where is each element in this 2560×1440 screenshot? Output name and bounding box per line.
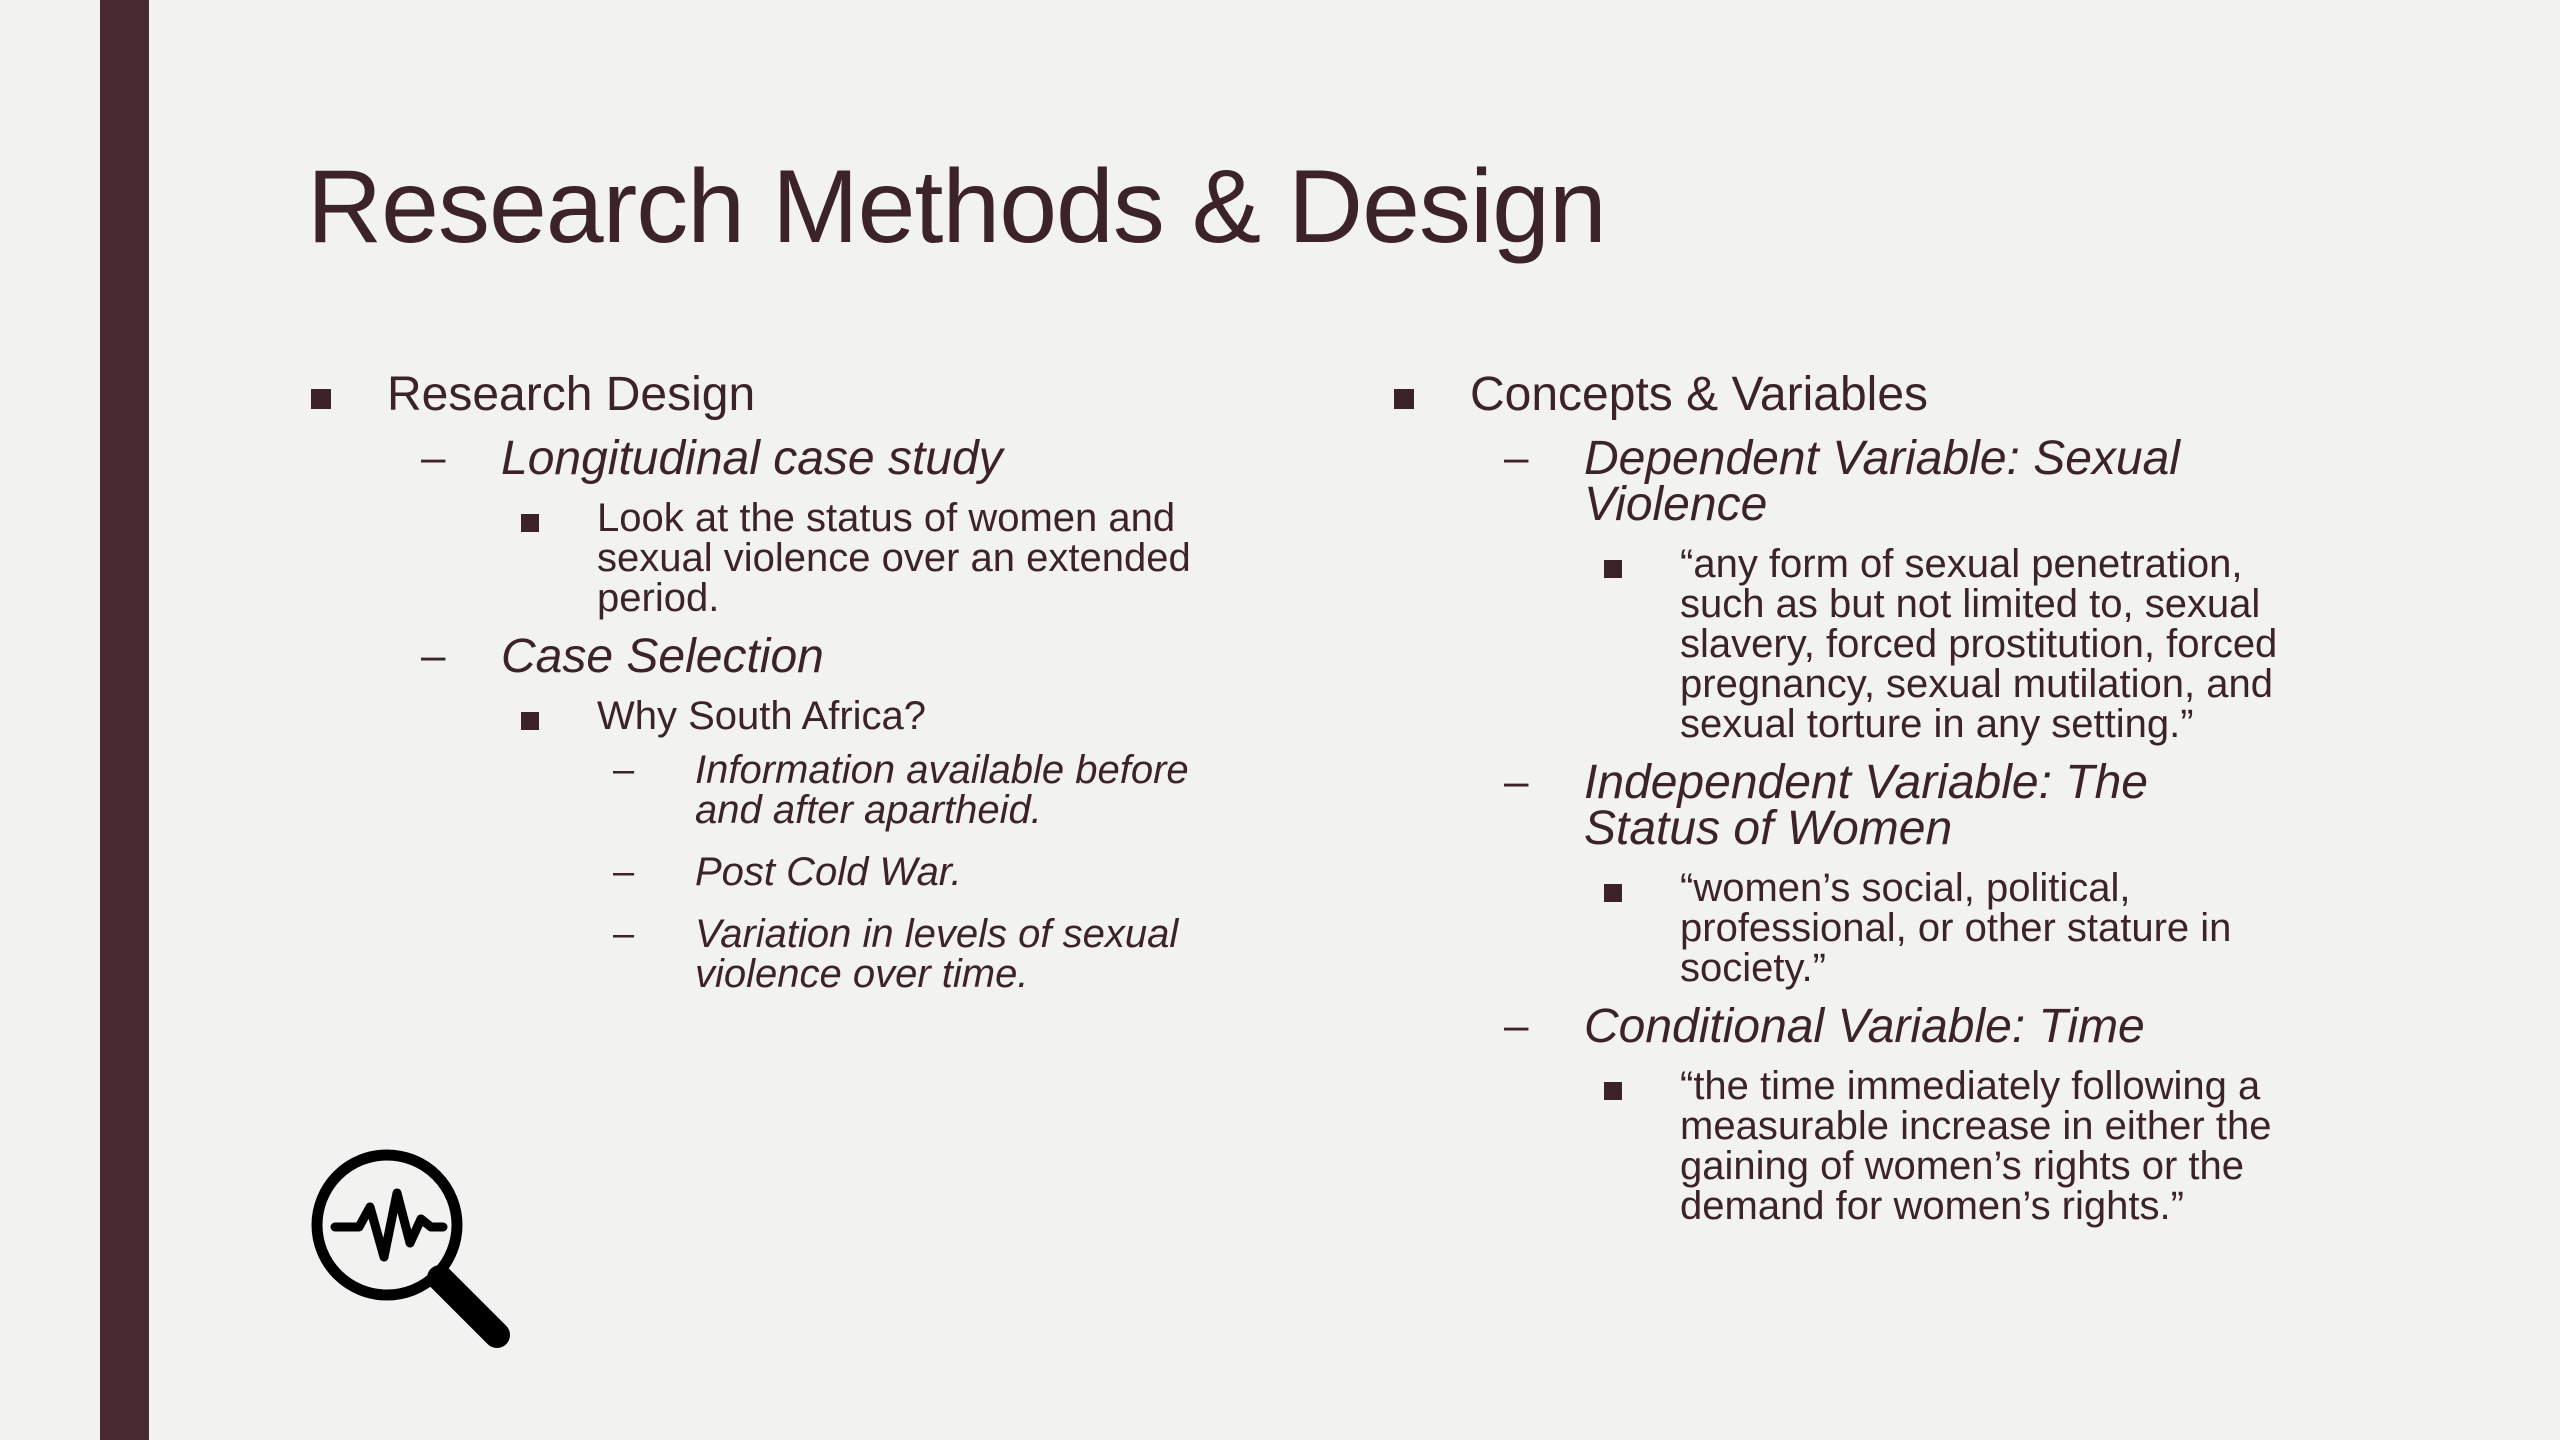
- list-item-longitudinal-detail: [517, 492, 1207, 628]
- list-item-conditional-variable: [1504, 998, 2290, 1058]
- dash-bullet-icon: –: [1504, 757, 1529, 806]
- dash-bullet-icon: –: [1504, 1001, 1529, 1050]
- list-item-reason-1: [613, 746, 1207, 848]
- conditional-variable-label: Conditional Variable: Time: [1584, 1000, 2145, 1053]
- list-item-independent-variable: [1504, 754, 2290, 860]
- list-item-dependent-definition: [1600, 538, 2290, 754]
- list-item-reason-2: [613, 848, 1207, 910]
- slide-title: Research Methods & Design: [307, 149, 1606, 265]
- subheading-longitudinal: Longitudinal case study: [501, 432, 1003, 485]
- square-bullet-icon: [1394, 389, 1414, 409]
- list-item-dependent-variable: [1504, 430, 2290, 536]
- list-item-longitudinal: [421, 430, 1207, 490]
- list-item-why-south-africa: [517, 690, 1207, 746]
- square-bullet-icon: [1604, 884, 1622, 902]
- list-item-conditional-definition: [1600, 1060, 2290, 1236]
- square-bullet-icon: [311, 389, 331, 409]
- list-item-research-design: [307, 360, 1207, 430]
- square-bullet-icon: [521, 514, 539, 532]
- left-column: [307, 360, 1207, 1012]
- dash-bullet-icon: –: [613, 749, 635, 791]
- dependent-variable-label: Dependent Variable: Sexual Violence: [1584, 432, 2180, 531]
- dash-bullet-icon: –: [1504, 433, 1529, 482]
- subheading-case-selection: Case Selection: [501, 630, 824, 683]
- dash-bullet-icon: –: [421, 631, 446, 680]
- dash-bullet-icon: –: [421, 433, 446, 482]
- heading-research-design: Research Design: [387, 368, 756, 421]
- list-item-independent-definition: [1600, 862, 2290, 998]
- independent-variable-label: Independent Variable: The Status of Women: [1584, 756, 2148, 855]
- dash-bullet-icon: –: [613, 851, 635, 893]
- square-bullet-icon: [1604, 1082, 1622, 1100]
- list-item-reason-3: [613, 910, 1207, 1012]
- dependent-definition-text: “any form of sexual penetration, such as but not limited to, sexual slavery, forced prostitution, forced pregnancy, sexual mutilation, and sexual torture in any setting.”: [1680, 542, 2278, 746]
- reason-text: Post Cold War.: [695, 850, 962, 894]
- reason-text: Information available before and after apartheid.: [695, 748, 1189, 832]
- independent-definition-text: “women’s social, political, professional, or other stature in society.”: [1680, 866, 2232, 990]
- dash-bullet-icon: –: [613, 913, 635, 955]
- right-column: [1390, 360, 2290, 1236]
- reason-text: Variation in levels of sexual violence over time.: [695, 912, 1179, 996]
- why-south-africa-text: Why South Africa?: [597, 694, 927, 738]
- square-bullet-icon: [521, 712, 539, 730]
- magnifier-pulse-icon: [307, 1145, 517, 1355]
- conditional-definition-text: “the time immediately following a measurable increase in either the gaining of women’s rights or the demand for women’s rights.”: [1680, 1064, 2272, 1228]
- list-item-case-selection: [421, 628, 1207, 688]
- list-item-concepts-variables: [1390, 360, 2290, 430]
- square-bullet-icon: [1604, 560, 1622, 578]
- longitudinal-detail-text: Look at the status of women and sexual violence over an extended period.: [597, 496, 1191, 620]
- heading-concepts-variables: Concepts & Variables: [1470, 368, 1929, 421]
- accent-bar: [100, 0, 149, 1440]
